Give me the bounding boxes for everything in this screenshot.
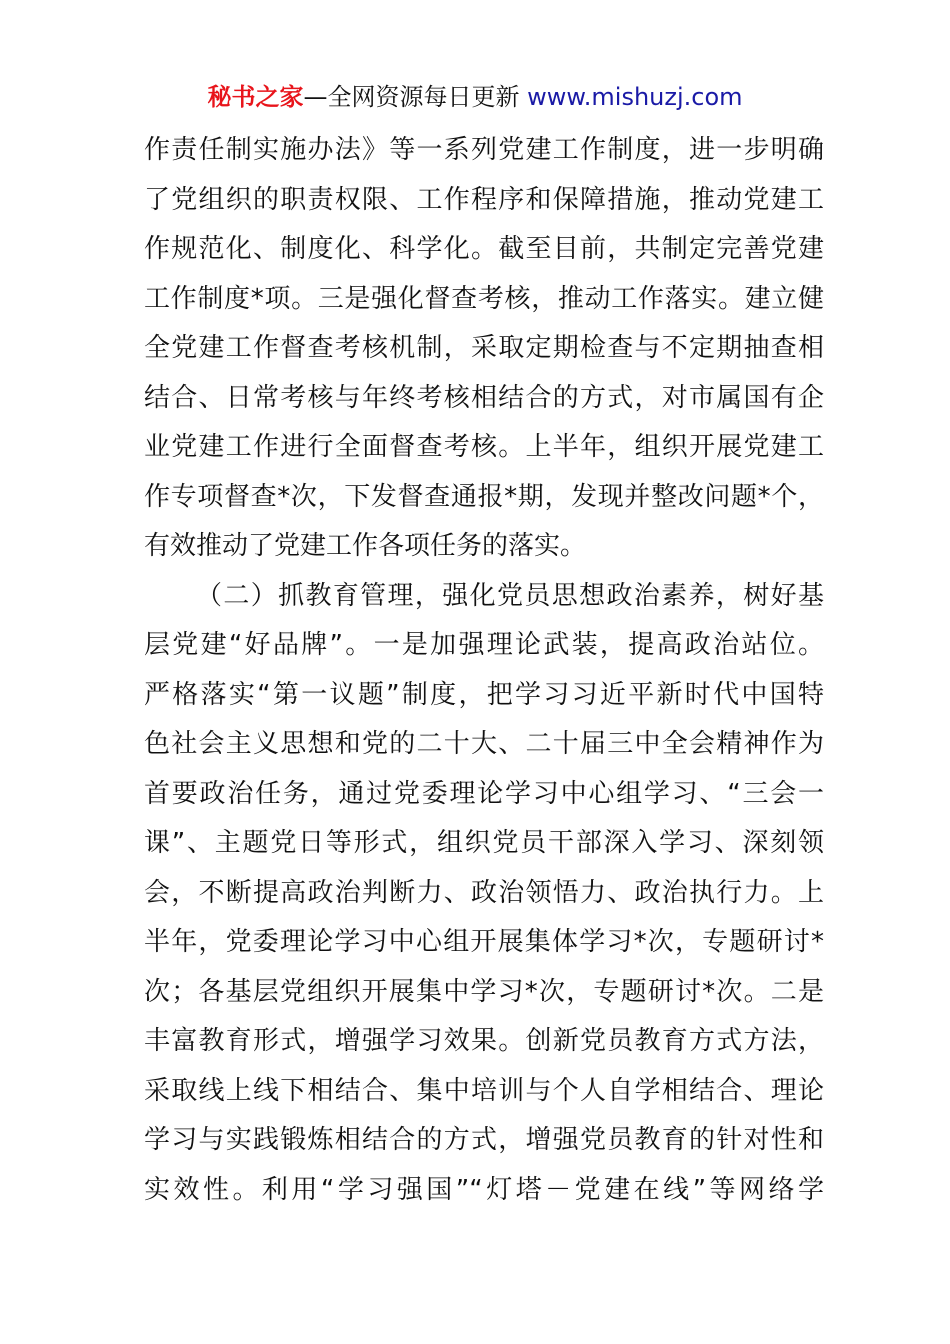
body-line: 全党建工作督查考核机制，采取定期检查与不定期抽查相 [144, 333, 824, 363]
body-line: 层党建“好品牌”。一是加强理论武装，提高政治站位。 [144, 630, 824, 660]
site-brand: 秘书之家 [207, 83, 304, 111]
body-line: 首要政治任务，通过党委理论学习中心组学习、“三会一 [144, 778, 824, 809]
body-line: 业党建工作进行全面督查考核。上半年，组织开展党建工 [144, 432, 824, 462]
body-line: 作责任制实施办法》等一系列党建工作制度，进一步明确 [144, 135, 824, 165]
body-line: 采取线上线下相结合、集中培训与个人自学相结合、理论 [144, 1075, 824, 1106]
body-line: 次；各基层党组织开展集中学习*次，专题研讨*次。二是 [144, 976, 824, 1007]
document-body [144, 126, 824, 1215]
body-line: 半年，党委理论学习中心组开展集体学习*次，专题研讨* [144, 927, 824, 957]
body-line: 丰富教育形式，增强学习效果。创新党员教育方式方法， [144, 1026, 824, 1056]
site-tagline: —全网资源每日更新 [303, 83, 528, 111]
body-line: 工作制度*项。三是强化督查考核，推动工作落实。建立健 [144, 283, 824, 314]
body-line: 实效性。利用“学习强国”“灯塔－党建在线”等网络学 [144, 1174, 824, 1205]
body-line: 课”、主题党日等形式，组织党员干部深入学习、深刻领 [144, 828, 824, 858]
body-line: 严格落实“第一议题”制度，把学习习近平新时代中国特 [144, 679, 824, 710]
section-heading-line: （二）抓教育管理，强化党员思想政治素养，树好基 [196, 580, 824, 611]
body-line: 了党组织的职责权限、工作程序和保障措施，推动党建工 [144, 184, 824, 215]
body-line: 学习与实践锻炼相结合的方式，增强党员教育的针对性和 [144, 1125, 824, 1155]
site-url-link[interactable]: www.mishuzj.com [527, 83, 743, 111]
body-line: 会，不断提高政治判断力、政治领悟力、政治执行力。上 [144, 877, 824, 908]
body-line: 结合、日常考核与年终考核相结合的方式，对市属国有企 [144, 382, 824, 413]
paragraph-last-line: 有效推动了党建工作各项任务的落实。 [144, 531, 587, 561]
body-line: 作规范化、制度化、科学化。截至目前，共制定完善党建 [144, 234, 824, 264]
site-header [0, 80, 950, 114]
body-line: 作专项督查*次，下发督查通报*期，发现并整改问题*个， [144, 481, 824, 512]
body-line: 色社会主义思想和党的二十大、二十届三中全会精神作为 [144, 729, 824, 759]
